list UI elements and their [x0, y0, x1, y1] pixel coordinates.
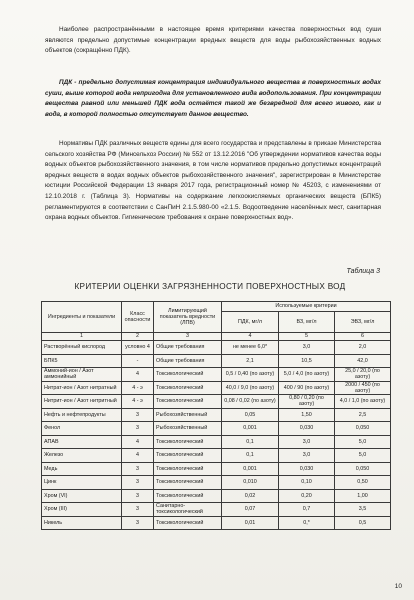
cell-ingredient: БПК5	[42, 354, 122, 368]
cell-hazard-class: условно 4	[122, 341, 154, 355]
cell-evz: 5,0	[335, 435, 391, 449]
col-number: 6	[335, 333, 391, 341]
col-number: 2	[122, 333, 154, 341]
cell-vz: 0,80 / 0,20 (по азоту)	[279, 395, 335, 409]
cell-vz: 0,7	[279, 503, 335, 517]
cell-evz: 3,5	[335, 503, 391, 517]
cell-hazard-class: 4 - э	[122, 381, 154, 395]
pdk-definition-paragraph: ПДК - предельно допустимая концентрация индивидуального вещества в поверхностных водах суши, выше которой вода непригодна для установленного вида водопользования. При концентрации вещества равной или меньшей ПДК вода остаётся такой же безвредной для всего живого, как и вода, в которой полностью отсутствует данное вещество.	[45, 79, 381, 118]
table-row	[42, 422, 391, 436]
cell-evz: 4,0 / 1,0 (по азоту)	[335, 395, 391, 409]
col-number: 5	[279, 333, 335, 341]
cell-lpv: Токсикологический	[154, 395, 222, 409]
cell-pdk: 0,01	[222, 516, 279, 530]
cell-pdk: 0,1	[222, 435, 279, 449]
cell-hazard-class: 4	[122, 368, 154, 382]
table-row	[42, 408, 391, 422]
cell-vz: 0,*	[279, 516, 335, 530]
cell-pdk: 0,1	[222, 449, 279, 463]
header-criteria: Используемые критерии	[222, 302, 391, 312]
cell-pdk: 0,02	[222, 489, 279, 503]
cell-hazard-class: 3	[122, 503, 154, 517]
cell-vz: 0,10	[279, 476, 335, 490]
cell-hazard-class: 3	[122, 489, 154, 503]
intro-paragraph: Наиболее распространёнными в настоящее время критериями качества поверхностных вод суши являются предельно допустимые концентрации вредных веществ для воды рыбохозяйственных водных объектов (сокращённо ПДК).	[45, 26, 381, 55]
cell-lpv: Токсикологический	[154, 516, 222, 530]
cell-evz: 5,0	[335, 449, 391, 463]
cell-hazard-class: 3	[122, 516, 154, 530]
cell-pdk: 2,1	[222, 354, 279, 368]
cell-ingredient: Аммоний-ион / Азот аммонийный	[42, 368, 122, 382]
cell-hazard-class: -	[122, 354, 154, 368]
cell-lpv: Рыбохозяйственный	[154, 408, 222, 422]
cell-hazard-class: 3	[122, 408, 154, 422]
cell-vz: 0,030	[279, 422, 335, 436]
cell-pdk: не менее 6,0*	[222, 341, 279, 355]
cell-vz: 400 / 90 (по азоту)	[279, 381, 335, 395]
cell-lpv: Общие требования	[154, 341, 222, 355]
regulation-paragraph: Нормативы ПДК различных веществ едины для всего государства и представлены в приказе Министерства сельского хозяйства РФ (Минсельхоз России) № 552 от 13.12.2016 "Об утверждении нормативов качества воды водных объектов рыбохозяйственного значения, в том числе нормативов предельно допустимых концентраций вредных веществ в водах водных объектов рыбохозяйственного значения", зарегистрирован в Министерстве юстиции Российской Федерации 13 января 2017 года, регистрационный номер № 45203, с изменениями от 12.10.2018 г. (Таблица 3). Нормативы на содержание легкоокисляемых органических веществ (БПК5) регламентируются в соответствии с СанПиН 2.1.5.980-00 «2.1.5. Водоотведение населённых мест, санитарная охрана водных объектов. Гигиенические требования к охране поверхностных вод».	[45, 140, 381, 222]
cell-ingredient: Хром (III)	[42, 503, 122, 517]
cell-pdk: 0,010	[222, 476, 279, 490]
criteria-table	[41, 301, 391, 530]
cell-hazard-class: 3	[122, 462, 154, 476]
header-ingredients: Ингредиенты и показатели	[42, 302, 122, 333]
cell-evz: 0,050	[335, 462, 391, 476]
cell-ingredient: Нефть и нефтепродукты	[42, 408, 122, 422]
cell-lpv: Санитарно-токсикологический	[154, 503, 222, 517]
cell-ingredient: Железо	[42, 449, 122, 463]
cell-lpv: Токсикологический	[154, 489, 222, 503]
table-row	[42, 381, 391, 395]
table-row	[42, 449, 391, 463]
table-row	[42, 368, 391, 382]
cell-lpv: Токсикологический	[154, 368, 222, 382]
cell-hazard-class: 3	[122, 422, 154, 436]
table-title: КРИТЕРИИ ОЦЕНКИ ЗАГРЯЗНЕННОСТИ ПОВЕРХНОСТНЫХ ВОД	[74, 282, 346, 291]
cell-pdk: 0,08 / 0,02 (по азоту)	[222, 395, 279, 409]
cell-vz: 0,030	[279, 462, 335, 476]
cell-evz: 2,0	[335, 341, 391, 355]
header-pdk: ПДК, мг/л	[222, 312, 279, 333]
cell-ingredient: Медь	[42, 462, 122, 476]
cell-pdk: 0,001	[222, 422, 279, 436]
cell-lpv: Токсикологический	[154, 462, 222, 476]
cell-evz: 2000 / 450 (по азоту)	[335, 381, 391, 395]
cell-ingredient: Растворённый кислород	[42, 341, 122, 355]
cell-ingredient: Хром (VI)	[42, 489, 122, 503]
page-number: 10	[394, 583, 402, 590]
cell-lpv: Общие требования	[154, 354, 222, 368]
cell-lpv: Токсикологический	[154, 449, 222, 463]
cell-evz: 1,00	[335, 489, 391, 503]
cell-pdk: 0,07	[222, 503, 279, 517]
header-vz: ВЗ, мг/л	[279, 312, 335, 333]
cell-hazard-class: 4	[122, 435, 154, 449]
table-caption: Таблица 3	[346, 268, 380, 275]
cell-pdk: 0,05	[222, 408, 279, 422]
header-evz: ЭВЗ, мг/л	[335, 312, 391, 333]
cell-ingredient: Нитрат-ион / Азот нитратный	[42, 381, 122, 395]
table-row	[42, 395, 391, 409]
cell-vz: 1,50	[279, 408, 335, 422]
table-row	[42, 341, 391, 355]
cell-evz: 0,050	[335, 422, 391, 436]
col-number: 3	[154, 333, 222, 341]
cell-pdk: 0,5 / 0,40 (по азоту)	[222, 368, 279, 382]
cell-lpv: Токсикологический	[154, 435, 222, 449]
cell-evz: 0,50	[335, 476, 391, 490]
cell-vz: 3,0	[279, 341, 335, 355]
cell-vz: 0,20	[279, 489, 335, 503]
cell-vz: 3,0	[279, 435, 335, 449]
col-number: 1	[42, 333, 122, 341]
table-row	[42, 462, 391, 476]
table-row	[42, 354, 391, 368]
table-row	[42, 476, 391, 490]
cell-evz: 0,5	[335, 516, 391, 530]
cell-ingredient: Никель	[42, 516, 122, 530]
cell-ingredient: Фенол	[42, 422, 122, 436]
cell-evz: 2,5	[335, 408, 391, 422]
table-row	[42, 503, 391, 517]
cell-hazard-class: 4	[122, 449, 154, 463]
cell-vz: 3,0	[279, 449, 335, 463]
header-lpv: Лимитирующий показатель вредности (ЛПВ)	[154, 302, 222, 333]
cell-lpv: Токсикологический	[154, 381, 222, 395]
cell-evz: 25,0 / 20,0 (по азоту)	[335, 368, 391, 382]
cell-hazard-class: 4 - э	[122, 395, 154, 409]
cell-lpv: Рыбохозяйственный	[154, 422, 222, 436]
cell-pdk: 40,0 / 9,0 (по азоту)	[222, 381, 279, 395]
header-hazard-class: Класс опасности	[122, 302, 154, 333]
cell-ingredient: Нитрит-ион / Азот нитритный	[42, 395, 122, 409]
cell-vz: 5,0 / 4,0 (по азоту)	[279, 368, 335, 382]
cell-pdk: 0,001	[222, 462, 279, 476]
cell-ingredient: Цинк	[42, 476, 122, 490]
col-number: 4	[222, 333, 279, 341]
cell-lpv: Токсикологический	[154, 476, 222, 490]
table-row	[42, 516, 391, 530]
cell-ingredient: АПАВ	[42, 435, 122, 449]
table-row	[42, 489, 391, 503]
table-row	[42, 435, 391, 449]
cell-evz: 42,0	[335, 354, 391, 368]
cell-hazard-class: 3	[122, 476, 154, 490]
cell-vz: 10,5	[279, 354, 335, 368]
